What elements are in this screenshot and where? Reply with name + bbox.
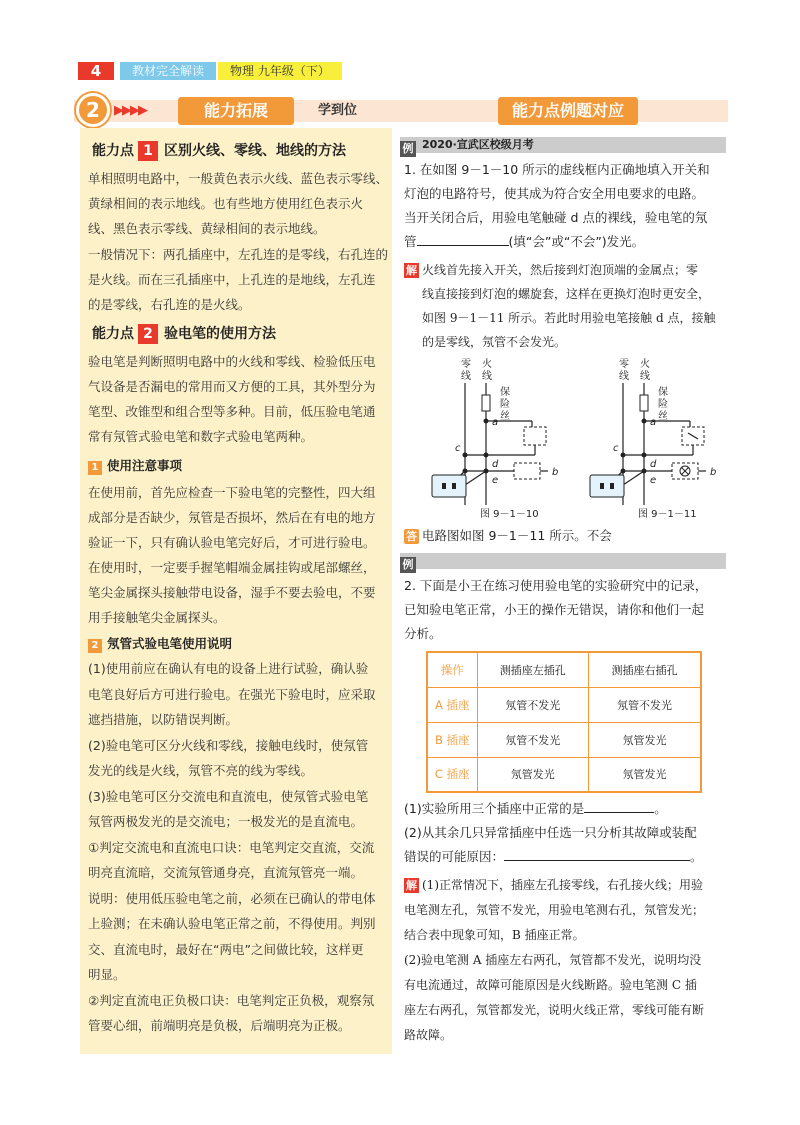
text-line: 已知验电笔正常，小王的操作无错误，请你和他们一起 bbox=[404, 602, 705, 617]
text-line: 管要心细，前端明亮是负极，后端明亮为正极。 bbox=[88, 1018, 351, 1033]
junction bbox=[484, 453, 489, 458]
text-line: 单相照明电路中，一般黄色表示火线、蓝色表示零线、 bbox=[88, 171, 389, 186]
figure-caption-left: 图 9－1－10 bbox=[480, 509, 539, 520]
example-2-subquestions bbox=[404, 797, 726, 869]
text-line: (1)使用前应在确认有电的设备上进行试验，确认验 bbox=[88, 661, 369, 676]
ability-point-prefix: 能力点 bbox=[92, 143, 134, 159]
text-line: (2)从其余几只异常插座中任选一只分析其故障或装配 bbox=[404, 825, 697, 840]
table-cell: 氖管发光 bbox=[477, 757, 589, 792]
fuse-label: 险 bbox=[500, 399, 510, 410]
table-row bbox=[427, 722, 701, 757]
solution-tag: 解 bbox=[406, 879, 417, 892]
point-d: d bbox=[492, 459, 499, 470]
text-line: 氖管两极发光的是交流电；一极发光的是直流电。 bbox=[88, 814, 364, 829]
text-line: 笔型、改锥型和组合型等多种。目前，低压验电笔通 bbox=[88, 404, 376, 419]
fuse-label: 丝 bbox=[500, 411, 510, 422]
fuse-label: 保 bbox=[658, 387, 668, 398]
text-line: ②判定直流电正负极口诀：电笔判定正负极，观察氖 bbox=[88, 992, 375, 1008]
table-row-label: A 插座 bbox=[427, 687, 477, 722]
text-fragment: 火线首先接入开关，然后接到灯泡顶端的金属点；零 bbox=[422, 263, 699, 277]
ap2-paragraph-1 bbox=[88, 349, 388, 449]
text-line: 线直接接到灯泡的螺旋套，这样在更换灯泡时更安全， bbox=[422, 287, 711, 301]
socket-icon bbox=[432, 475, 466, 497]
text-fragment: 错误的可能原因： bbox=[404, 849, 505, 864]
text-line: 电笔良好后方可进行验电。在强光下验电时，应采取 bbox=[88, 686, 376, 702]
subsection-number: 1 bbox=[88, 461, 102, 475]
text-fragment: 管 bbox=[404, 234, 417, 249]
neutral-label: 零 bbox=[461, 359, 471, 370]
fuse-label: 保 bbox=[500, 387, 510, 398]
text-line: 上验测；在未确认验电笔正常之前，不得使用。判别 bbox=[88, 916, 376, 931]
text-line: 明显。 bbox=[88, 967, 126, 982]
point-b: b bbox=[552, 467, 559, 478]
live-label: 线 bbox=[640, 371, 650, 382]
answer-blank[interactable] bbox=[504, 849, 690, 861]
junction-c bbox=[621, 453, 626, 458]
switch-symbol bbox=[688, 433, 698, 439]
point-d: d bbox=[650, 459, 657, 470]
point-e: e bbox=[492, 475, 499, 486]
text-line: 1. 在如图 9－1－10 所示的虚线框内正确地填入开关和 bbox=[404, 162, 710, 177]
example-2-solution bbox=[404, 873, 726, 1048]
section-subtitle: 学到位 bbox=[318, 103, 358, 118]
text-line: 遮挡措施，以防错误判断。 bbox=[88, 712, 239, 727]
text-line: 的是零线，氖管不会发光。 bbox=[422, 335, 567, 349]
table-cell: 氖管不发光 bbox=[477, 722, 589, 757]
table-cell: 氖管发光 bbox=[589, 722, 701, 757]
point-c: c bbox=[613, 443, 619, 454]
arrow-icons: ▶▶▶▶ bbox=[114, 103, 146, 118]
ability-point-number: 1 bbox=[138, 141, 158, 161]
live-label: 线 bbox=[482, 371, 492, 382]
text-line: 有电流通过，故障可能原因是火线断路。验电笔测 C 插 bbox=[404, 978, 697, 992]
text-line: 一般情况下：两孔插座中，左孔连的是零线，右孔连的 bbox=[88, 247, 389, 262]
example-1-solution bbox=[404, 258, 726, 354]
text-line: 交、直流电时，最好在“两电”之间做比较，这样更 bbox=[88, 941, 364, 957]
text-line-with-blank: 错误的可能原因： 。 bbox=[404, 849, 703, 864]
neutral-label: 零 bbox=[619, 359, 629, 370]
table-header-row bbox=[427, 652, 701, 687]
text-line: 常有氖管式验电笔和数字式验电笔两种。 bbox=[88, 429, 314, 444]
text-fragment: (1)实验所用三个插座中正常的是 bbox=[404, 801, 585, 816]
table-header-cell: 操作 bbox=[427, 652, 477, 687]
fuse-label: 丝 bbox=[658, 411, 668, 422]
subsection-number: 2 bbox=[88, 639, 102, 653]
text-line: (2)验电笔测 A 插座左右两孔，氖管都不发光，说明均没 bbox=[404, 953, 702, 967]
text-line: 成部分是否缺少，氖管是否损坏，然后在有电的地方 bbox=[88, 510, 376, 525]
ability-point-1-heading bbox=[92, 140, 346, 162]
text-fragment: (填“会”或“不会”)发光。 bbox=[508, 234, 645, 249]
ap1-paragraph-2 bbox=[88, 242, 388, 317]
section-right-title: 能力点例题对应 bbox=[498, 97, 638, 125]
junction-a bbox=[642, 419, 647, 424]
neutral-label: 线 bbox=[619, 371, 629, 382]
table-row bbox=[427, 687, 701, 722]
section-title: 能力拓展 bbox=[178, 97, 294, 125]
text-line: 说明：使用低压验电笔之前，必须在已确认的带电体 bbox=[88, 890, 376, 906]
text-line-with-blank: (1)实验所用三个插座中正常的是 。 bbox=[404, 801, 667, 816]
text-line: 当开关闭合后，用验电笔触碰 d 点的裸线，验电笔的氖 bbox=[404, 210, 708, 225]
subject-label: 物理 九年级（下） bbox=[218, 62, 342, 80]
dashed-box-switch bbox=[524, 427, 546, 445]
ap1-paragraph-1 bbox=[88, 166, 388, 241]
answer-blank[interactable] bbox=[584, 801, 654, 813]
text-line: 路故障。 bbox=[404, 1028, 453, 1042]
answer-blank[interactable] bbox=[417, 234, 509, 246]
book-title: 教材完全解读 bbox=[120, 62, 216, 80]
table-cell: 氖管发光 bbox=[589, 757, 701, 792]
table-row bbox=[427, 757, 701, 792]
text-line: 验证一下，只有确认验电笔完好后，才可进行验电。 bbox=[88, 535, 376, 550]
ability-point-prefix: 能力点 bbox=[92, 326, 134, 342]
text-line bbox=[404, 258, 726, 282]
table-row-label: C 插座 bbox=[427, 757, 477, 792]
text-line: 黄绿相间的表示地线。也有些地方使用红色表示火 bbox=[88, 196, 364, 211]
text-line: 气设备是否漏电的常用而又方便的工具，其外型分为 bbox=[88, 379, 376, 394]
dashed-box-lamp bbox=[514, 463, 540, 479]
text-line: 发光的线是火线，氖管不亮的线为零线。 bbox=[88, 763, 314, 778]
table-header-cell: 测插座右插孔 bbox=[589, 652, 701, 687]
page-number: 4 bbox=[78, 62, 114, 80]
example-1-answer bbox=[404, 524, 726, 548]
text-line: 分析。 bbox=[404, 626, 442, 641]
example-1-question bbox=[404, 158, 726, 254]
experiment-table bbox=[426, 651, 702, 793]
text-line bbox=[404, 873, 726, 898]
text-line: 电笔测左孔，氖管不发光，用验电笔测右孔，氖管发光； bbox=[404, 903, 705, 917]
socket-icon bbox=[590, 475, 624, 497]
point-e: e bbox=[650, 475, 657, 486]
solution-tag: 解 bbox=[406, 264, 417, 277]
text-line: 座左右两孔，氖管都发光，说明火线正常，零线可能有断 bbox=[404, 1003, 705, 1017]
example-tag: 例 bbox=[400, 557, 416, 573]
text-line: (3)验电笔可区分交流电和直流电，使氖管式验电笔 bbox=[88, 788, 369, 804]
point-a: a bbox=[650, 417, 657, 428]
table-cell: 氖管不发光 bbox=[477, 687, 589, 722]
example-2-question bbox=[404, 574, 726, 646]
ability-point-2-heading bbox=[92, 323, 276, 345]
example-tag: 例 bbox=[400, 141, 416, 157]
text-fragment: (1)正常情况下，插座左孔接零线，右孔接火线；用验 bbox=[422, 878, 704, 892]
fuse-label: 险 bbox=[658, 399, 668, 410]
table-row-label: B 插座 bbox=[427, 722, 477, 757]
text-line: 灯泡的电路符号，使其成为符合安全用电要求的电路。 bbox=[404, 186, 705, 201]
ability-point-title: 区别火线、零线、地线的方法 bbox=[164, 143, 346, 159]
circuit-figures bbox=[420, 355, 730, 520]
table-cell: 氖管不发光 bbox=[589, 687, 701, 722]
fuse-symbol bbox=[482, 395, 490, 411]
circuit-figure-left bbox=[432, 357, 558, 520]
text-line: 线、黑色表示零线、黄绿相间的表示地线。 bbox=[88, 221, 326, 236]
junction-a bbox=[484, 419, 489, 424]
text-line: 用手接触笔尖金属探头。 bbox=[88, 610, 226, 625]
point-b: b bbox=[710, 467, 717, 478]
subsection-1-body bbox=[88, 480, 388, 630]
text-line: 是火线。而在三孔插座中，上孔连的是地线，左孔连 bbox=[88, 272, 376, 287]
ability-point-number: 2 bbox=[138, 324, 158, 344]
example-2-header bbox=[400, 553, 726, 569]
answer-text: 电路图如图 9－1－11 所示。不会 bbox=[422, 528, 612, 543]
text-line: ①判定交流电和直流电口诀：电笔判定交直流，交流 bbox=[88, 839, 375, 855]
table-header-cell: 测插座左插孔 bbox=[477, 652, 589, 687]
point-a: a bbox=[492, 417, 499, 428]
junction-c bbox=[463, 453, 468, 458]
section-number-badge: 2 bbox=[76, 93, 110, 127]
neutral-label: 线 bbox=[461, 371, 471, 382]
subsection-title: 氖管式验电笔使用说明 bbox=[107, 636, 233, 651]
text-line: 在使用前，首先应检查一下验电笔的完整性，四大组 bbox=[88, 485, 376, 500]
example-1-header bbox=[400, 137, 726, 153]
subsection-2-heading bbox=[88, 634, 232, 654]
subsection-title: 使用注意事项 bbox=[107, 458, 183, 473]
text-line: 结合表中现象可知，B 插座正常。 bbox=[404, 928, 585, 942]
text-line: 2. 下面是小王在练习使用验电笔的实验研究中的记录， bbox=[404, 578, 708, 593]
text-line: 在使用时，一定要手握笔帽端金属挂钩或尾部螺丝， bbox=[88, 560, 376, 575]
example-source: 2020·宣武区校级月考 bbox=[422, 138, 534, 151]
text-line-with-blank bbox=[404, 230, 726, 254]
point-c: c bbox=[455, 443, 461, 454]
ability-point-title: 验电笔的使用方法 bbox=[164, 326, 276, 342]
junction bbox=[642, 453, 647, 458]
fuse-symbol bbox=[640, 395, 648, 411]
text-line: 验电笔是判断照明电路中的火线和零线、检验低压电 bbox=[88, 354, 376, 369]
text-line: 如图 9－1－11 所示。若此时用验电笔接触 d 点，接触 bbox=[422, 311, 716, 325]
live-label: 火 bbox=[640, 359, 650, 370]
text-line: 的是零线，右孔连的是火线。 bbox=[88, 297, 251, 312]
figure-caption-right: 图 9－1－11 bbox=[638, 509, 697, 520]
text-line: (2)验电笔可区分火线和零线，接触电线时，使氖管 bbox=[88, 737, 369, 753]
subsection-1-heading bbox=[88, 456, 182, 476]
answer-tag: 答 bbox=[406, 530, 417, 543]
circuit-figure-right bbox=[590, 357, 716, 520]
live-label: 火 bbox=[482, 359, 492, 370]
text-line: 笔尖金属探头接触带电设备，湿手不要去验电，不要 bbox=[88, 585, 376, 600]
text-line: 明亮直流暗，交流氖管通身亮，直流氖管亮一端。 bbox=[88, 865, 364, 880]
subsection-2-body bbox=[88, 656, 388, 1039]
